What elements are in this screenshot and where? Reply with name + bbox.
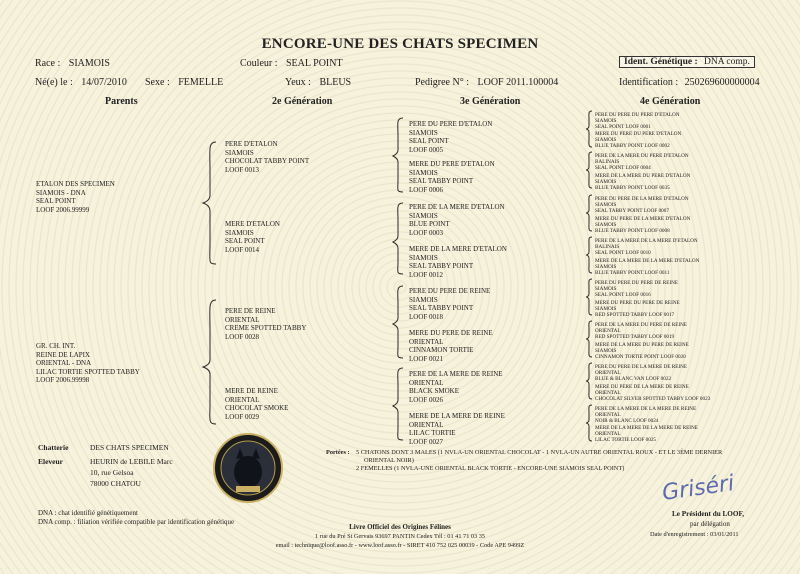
registration-date: Date d'enregistrement : 03/01/2011 [650, 531, 739, 538]
gen4-color: BLUE TABBY POINT LOOF 0008 [595, 228, 670, 234]
gen3-breed: SIAMOIS [409, 128, 438, 137]
gen3-breed: SIAMOIS [409, 211, 438, 220]
gen4-entry [595, 384, 710, 402]
gen4-name: MERE DU PERE DE LA MERE DE REINE [595, 384, 689, 390]
gen4-breed: SIAMOIS [595, 264, 617, 270]
gen4-breed: SIAMOIS [595, 222, 617, 228]
footer-org: Livre Officiel des Origines Félines [349, 523, 451, 531]
gen3-entry [409, 160, 495, 194]
gen4-entry [595, 322, 687, 340]
gen4-breed: SIAMOIS [595, 306, 617, 312]
gen2-color: CREME SPOTTED TABBY [225, 324, 307, 333]
gen3-entry [409, 245, 507, 279]
dam-breed: ORIENTAL - DNA [36, 359, 92, 368]
gen4-name: PERE DE LA MERE DE LA MERE DE REINE [595, 406, 697, 412]
portees-line-1: 5 CHATONS DONT 3 MALES (1 NVLA-UN ORIENTAL CHOCOLAT - 1 NVLA-UN AUTRE ORIENTAL ROUX - ET LE 3ÈME DERNIER [356, 449, 723, 456]
gen3-breed: SIAMOIS [409, 253, 438, 262]
gen4-name: MERE DU PERE DU PERE D'ETALON [595, 131, 682, 137]
gen2-color: CHOCOLAT TABBY POINT [225, 157, 310, 166]
gen4-breed: SIAMOIS [595, 137, 617, 143]
sexe-label: Sexe : [145, 77, 170, 88]
gen3-loof: LOOF 0021 [409, 354, 444, 363]
gen4-name: PERE DE LA MERE DE LA MERE D'ETALON [595, 238, 698, 244]
gen4-breed: ORIENTAL [595, 328, 621, 334]
gen4-breed: ORIENTAL [595, 390, 621, 396]
col-gen4: 4e Génération [640, 96, 701, 107]
gen3-entry [409, 120, 492, 154]
gen4-color: SEAL POINT LOOF 0016 [595, 292, 651, 298]
ident-value: DNA comp. [704, 57, 750, 67]
gen3-entry [409, 287, 490, 321]
yeux-label: Yeux : [285, 77, 311, 88]
gen4-name: MERE DE LA MERE DE LA MERE DE REINE [595, 425, 698, 431]
gen3-color: SEAL POINT [409, 137, 449, 146]
gen2-breed: SIAMOIS [225, 148, 254, 157]
gen4-color: LILAC TORTIE LOOF 0025 [595, 437, 657, 443]
gen3-entry [409, 412, 505, 446]
gen4-color: SEAL POINT LOOF 0004 [595, 165, 651, 171]
gen4-breed: BALINAIS [595, 244, 620, 250]
gen2-breed: ORIENTAL [225, 395, 260, 404]
gen2-entry [225, 307, 306, 341]
gen4-breed: ORIENTAL [595, 431, 621, 437]
gen3-name: PERE DE LA MERE D'ETALON [409, 203, 505, 211]
gen4-breed: SIAMOIS [595, 202, 617, 208]
pedigree-value: LOOF 2011.100004 [477, 77, 559, 88]
gen3-loof: LOOF 0026 [409, 395, 444, 404]
gen4-entry [595, 300, 680, 318]
gen3-name: MERE DE LA MERE D'ETALON [409, 245, 507, 253]
gen2-color: CHOCOLAT SMOKE [225, 404, 289, 413]
gen3-breed: ORIENTAL [409, 337, 444, 346]
dna-note: DNA : chat identifié génétiquement [38, 509, 138, 517]
gen4-breed: ORIENTAL [595, 412, 621, 418]
portees-label: Portées : [326, 449, 350, 456]
president-title: Le Président du LOOF, [672, 510, 745, 518]
gen4-entry [595, 153, 689, 171]
gen4-entry [595, 280, 678, 298]
chatterie-value: DES CHATS SPECIMEN [90, 443, 169, 452]
gen4-name: PERE DU PERE DE LA MERE DE REINE [595, 364, 688, 370]
gen3-breed: ORIENTAL [409, 420, 444, 429]
identification-label: Identification : [619, 77, 679, 88]
gen3-breed: SIAMOIS [409, 168, 438, 177]
gen4-entry [595, 425, 698, 443]
couleur-label: Couleur : [240, 58, 278, 69]
portees-line-2: ORIENTAL NOIR) [364, 457, 414, 464]
eleveur-value: HEURIN de LEBILE Marc [90, 457, 173, 466]
gen4-entry [595, 406, 696, 424]
birth-label: Né(e) le : [35, 77, 73, 88]
gen4-breed: SIAMOIS [595, 348, 617, 354]
gen4-entry [595, 112, 680, 130]
gen4-color: CINNAMON TORTIE POINT LOOF 0020 [595, 354, 686, 360]
gen2-loof: LOOF 0029 [225, 412, 260, 421]
gen4-name: MERE DU PERE DE LA MERE D'ETALON [595, 216, 691, 222]
gen4-breed: SIAMOIS [595, 286, 617, 292]
gen3-color: LILAC TORTIE [409, 429, 456, 438]
gen2-entry [225, 387, 288, 421]
gen3-name: MERE DE LA MERE DE REINE [409, 412, 505, 420]
gen2-name: MERE D'ETALON [225, 220, 280, 228]
gen3-loof: LOOF 0003 [409, 228, 444, 237]
gen4-color: BLUE TABBY POINT LOOF 0011 [595, 270, 670, 276]
portees-block [326, 449, 350, 457]
dam-loof: LOOF 2006.99998 [36, 376, 90, 385]
gen4-color: BLUE TABBY POINT LOOF 0002 [595, 143, 670, 149]
loof-seal-logo [212, 432, 284, 504]
col-gen3: 3e Génération [460, 96, 521, 107]
gen2-name: PERE D'ETALON [225, 140, 278, 148]
footer-contact: email : technique@loof.asso.fr - www.loof.asso.fr - SIRET 410 752 025 00039 - Code APE 9499Z [275, 542, 525, 549]
gen2-name: PERE DE REINE [225, 307, 276, 315]
gen2-loof: LOOF 0028 [225, 332, 260, 341]
gen3-color: SEAL TABBY POINT [409, 177, 474, 186]
gen2-name: MERE DE REINE [225, 387, 278, 395]
gen4-color: SEAL TABBY POINT LOOF 0007 [595, 208, 669, 214]
gen2-color: SEAL POINT [225, 237, 265, 246]
gen4-color: CHOCOLAT SILVER SPOTTED TABBY LOOF 0023 [595, 396, 711, 402]
parent-sire [36, 180, 115, 214]
address-line-2: 78000 CHATOU [90, 479, 141, 488]
gen3-name: PERE DE LA MERE DE REINE [409, 370, 503, 378]
gen4-color: NOIR & BLANC LOOF 0024 [595, 418, 659, 424]
gen4-name: PERE DE LA MERE DU PERE DE REINE [595, 322, 688, 328]
gen3-name: PERE DU PERE D'ETALON [409, 120, 493, 128]
dam-title: GR. CH. INT. [36, 342, 76, 350]
gen4-color: RED SPOTTED TABBY LOOF 0017 [595, 312, 675, 318]
sire-loof: LOOF 2006.99999 [36, 205, 90, 214]
gen3-color: BLACK SMOKE [409, 387, 459, 396]
footer-address: 1 rue du Pré St Gervais 93697 PANTIN Cedex Tél : 01 41 71 03 35 [314, 533, 486, 540]
gen3-name: MERE DU PERE DE REINE [409, 329, 493, 337]
gen3-breed: SIAMOIS [409, 295, 438, 304]
identification-value: 250269600000004 [684, 77, 760, 88]
gen3-entry [409, 203, 505, 237]
gen4-breed: ORIENTAL [595, 370, 621, 376]
gen3-entry [409, 329, 493, 363]
birth-value: 14/07/2010 [81, 77, 127, 88]
dam-color: LILAC TORTIE SPOTTED TABBY [36, 367, 140, 376]
gen3-color: BLUE POINT [409, 220, 450, 229]
gen3-color: SEAL TABBY POINT [409, 262, 474, 271]
chatterie-label: Chatterie [38, 443, 69, 452]
gen4-name: MERE DE LA MERE DU PERE D'ETALON [595, 173, 691, 179]
col-parents: Parents [105, 96, 138, 107]
gen4-color: BLUE TABBY POINT LOOF 0035 [595, 185, 670, 191]
gen3-name: PERE DU PERE DE REINE [409, 287, 491, 295]
gen4-color: SEAL POINT LOOF 0001 [595, 124, 651, 130]
gen3-loof: LOOF 0018 [409, 312, 444, 321]
col-gen2: 2e Génération [272, 96, 333, 107]
gen3-breed: ORIENTAL [409, 378, 444, 387]
gen4-breed: SIAMOIS [595, 118, 617, 124]
sire-breed: SIAMOIS - DNA [36, 188, 86, 197]
gen4-breed: BALINAIS [595, 159, 620, 165]
race-label: Race : [35, 58, 61, 69]
ident-label: Ident. Génétique : [624, 57, 698, 67]
gen4-name: PERE DE LA MERE DU PERE D'ETALON [595, 153, 689, 159]
gen4-name: PERE DU PERE DU PERE D'ETALON [595, 112, 680, 118]
gen2-entry [225, 220, 280, 254]
gen4-breed: SIAMOIS [595, 179, 617, 185]
gen4-name: PERE DU PERE DE LA MERE D'ETALON [595, 196, 689, 202]
gen3-loof: LOOF 0012 [409, 270, 444, 279]
gen2-entry [225, 140, 309, 174]
gen3-color: SEAL TABBY POINT [409, 304, 474, 313]
gen3-loof: LOOF 0006 [409, 185, 444, 194]
sire-name: ETALON DES SPECIMEN [36, 180, 115, 188]
sire-color: SEAL POINT [36, 197, 76, 206]
race-value: SIAMOIS [68, 58, 110, 69]
gen4-entry [595, 216, 690, 234]
dna-comp-note: DNA comp. : filiation vérifiée compatible par identification génétique [38, 518, 235, 526]
gen2-breed: SIAMOIS [225, 228, 254, 237]
couleur-value: SEAL POINT [286, 58, 343, 69]
address-line-1: 10, rue Gelsoa [90, 468, 134, 477]
gen3-name: MERE DU PERE D'ETALON [409, 160, 495, 168]
president-delegation: par délégation [690, 520, 730, 528]
gen4-name: MERE DU PERE DU PERE DE REINE [595, 300, 680, 306]
gen2-breed: ORIENTAL [225, 315, 260, 324]
eleveur-label: Eleveur [38, 457, 63, 466]
gen4-entry [595, 131, 681, 149]
president-signature: Griséri [660, 471, 736, 506]
parent-dam [36, 342, 140, 385]
sexe-value: FEMELLE [178, 77, 224, 88]
gen4-entry [595, 342, 689, 360]
gen4-entry [595, 238, 698, 256]
document-title: ENCORE-UNE DES CHATS SPECIMEN [261, 36, 539, 52]
gen2-loof: LOOF 0013 [225, 165, 260, 174]
gen4-name: MERE DE LA MERE DE LA MERE D'ETALON [595, 258, 700, 264]
pedigree-label: Pedigree N° : [415, 77, 469, 88]
gen4-name: MERE DE LA MERE DU PERE DE REINE [595, 342, 689, 348]
dam-name: REINE DE LAPIX [36, 350, 91, 359]
gen3-color: CINNAMON TORTIE [409, 346, 474, 355]
gen4-entry [595, 258, 699, 276]
gen4-color: SEAL POINT LOOF 0010 [595, 250, 651, 256]
gen4-color: BLUE & BLANC VAN LOOF 0022 [595, 376, 672, 382]
gen4-color: RED SPOTTED TABBY LOOF 0019 [595, 334, 675, 340]
gen4-entry [595, 173, 690, 191]
gen4-name: PERE DU PERE DU PERE DE REINE [595, 280, 678, 286]
gen3-entry [409, 370, 503, 404]
gen4-entry [595, 364, 687, 382]
gen3-loof: LOOF 0027 [409, 437, 444, 446]
gen4-entry [595, 196, 689, 214]
gen3-loof: LOOF 0005 [409, 145, 444, 154]
gen2-loof: LOOF 0014 [225, 245, 260, 254]
yeux-value: BLEUS [319, 77, 352, 88]
portees-line-3: 2 FEMELLES (1 NVLA-UNE ORIENTAL BLACK TORTIE - ENCORE-UNE SIAMOIS SEAL POINT) [356, 465, 625, 472]
